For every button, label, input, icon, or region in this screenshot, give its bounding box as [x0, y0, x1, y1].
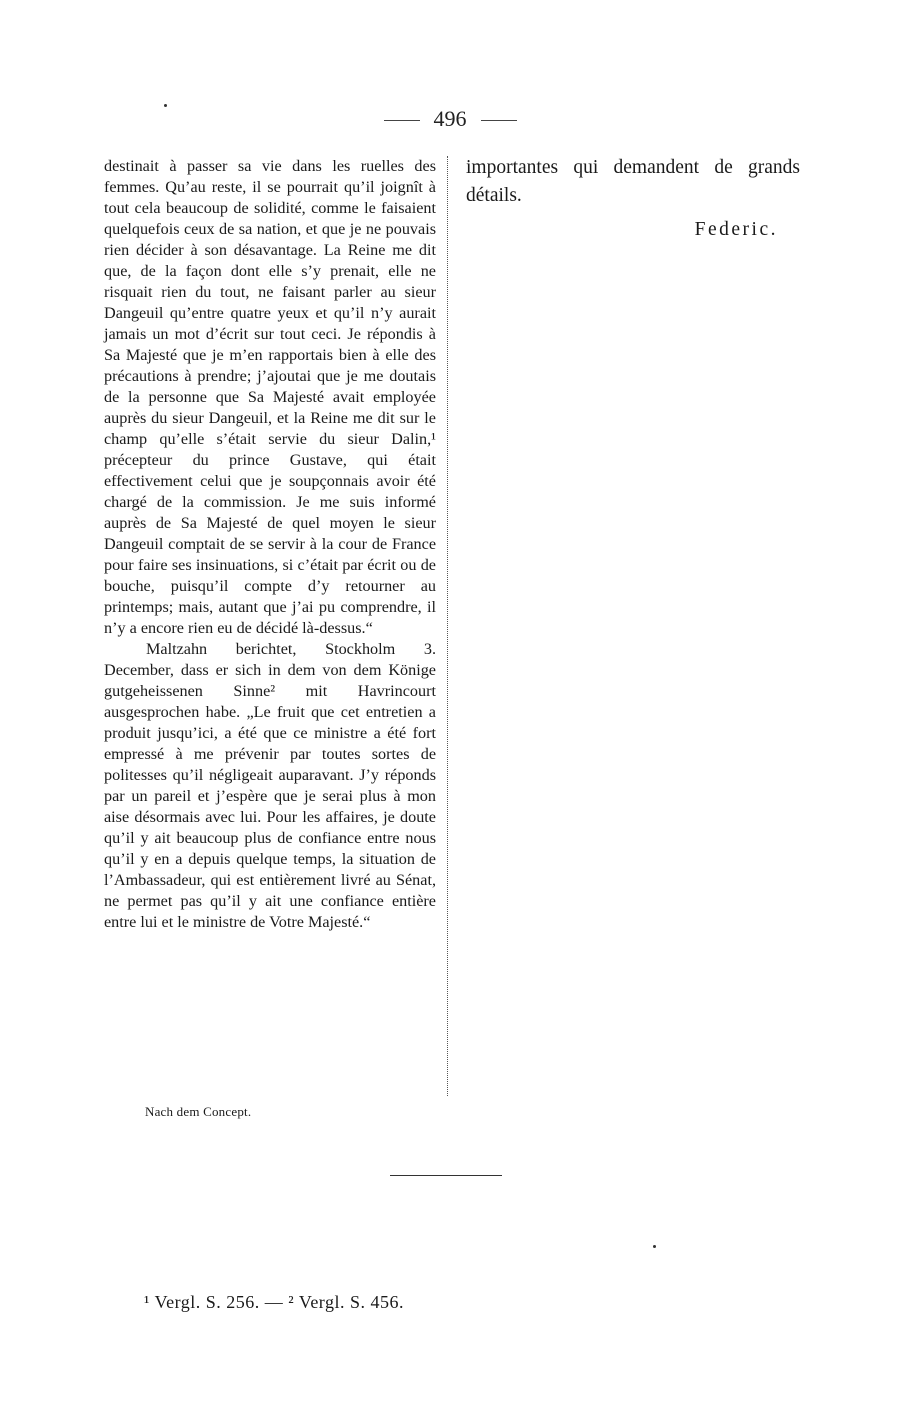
header-dash-right	[481, 120, 517, 121]
scan-speck	[164, 104, 167, 107]
page-number: 496	[433, 106, 467, 131]
footnote-rule	[390, 1175, 502, 1176]
right-column	[466, 154, 800, 244]
source-note: Nach dem Concept.	[145, 1104, 252, 1119]
header-dash-left	[384, 120, 420, 121]
signature: Federic.	[694, 219, 778, 240]
left-column	[104, 156, 436, 933]
right-column-text: importantes qui demandent de grands détails.	[466, 157, 800, 206]
page-header	[0, 106, 900, 132]
column-divider	[447, 156, 448, 1096]
left-paragraph-2: Maltzahn berichtet, Stockholm 3. December, dass er sich in dem von dem Könige gutgeheissenen Sinne² mit Havrincourt ausgesprochen habe. „Le fruit que cet entretien a produit jusqu’ici, a été que ce ministre a été fort empressé à me prévenir par toutes sortes de politesses qu’il négligeait auparavant. J’y réponds par un pareil et j’espère que je serai plus à mon aise désormais avec lui. Pour les affaires, je doute qu’il y ait beaucoup plus de confiance entre nous qu’il y en a depuis quelque temps, la situation de l’Ambassadeur, qui est entièrement livré au Sénat, ne permet pas qu’il y ait une confiance entière entre lui et le ministre de Votre Majesté.“	[104, 640, 436, 931]
left-paragraph-1: destinait à passer sa vie dans les ruelles des femmes. Qu’au reste, il se pourrait qu’il joignît à tout cela beaucoup de solidité, comme le faisaient quelquefois ceux de sa nation, et que je ne pouvais rien décider à son désavantage. La Reine me dit que, de la façon dont elle s’y prenait, elle ne risquait rien du tout, ne faisant parler au sieur Dangeuil qu’entre quatre yeux et qu’il n’y aurait jamais un mot d’écrit sur tout ceci. Je répondis à Sa Majesté que je m’en rapportais bien à elle des précautions à prendre; j’ajoutai que je me doutais de la personne que Sa Majesté avait employée auprès du sieur Dangeuil, et la Reine me dit sur le champ qu’elle s’était servie du sieur Dalin,¹ précepteur du prince Gustave, qui était effectivement celui que je soupçonnais avoir été chargé de la commission. Je me suis informé auprès de Sa Majesté de quel moyen le sieur Dangeuil comptait de se servir à la cour de France pour faire ses insinuations, si c’était par écrit ou de bouche, puisqu’il compte d’y retourner au printemps; mais, autant que j’ai pu comprendre, il n’y a encore rien eu de décidé là-dessus.“	[104, 157, 436, 637]
footnotes: ¹ Vergl. S. 256. — ² Vergl. S. 456.	[144, 1292, 404, 1312]
scan-speck	[653, 1245, 656, 1248]
